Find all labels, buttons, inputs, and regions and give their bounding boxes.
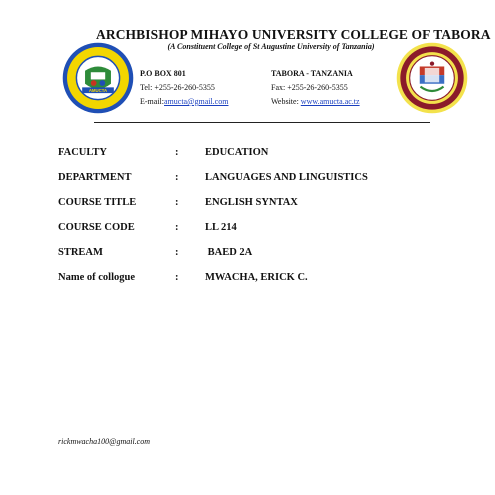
fax: Fax: +255-26-260-5355: [271, 83, 348, 92]
college-title: ARCHBISHOP MIHAYO UNIVERSITY COLLEGE OF TABORA: [96, 27, 491, 42]
college-subtitle: (A Constituent College of St Augustine University of Tanzania): [167, 42, 375, 51]
website-prefix: Website:: [271, 97, 301, 106]
website-link[interactable]: www.amucta.ac.tz: [300, 97, 360, 106]
detail-colon: :: [175, 147, 179, 158]
college-logo-left: [62, 42, 134, 114]
detail-label: FACULTY: [58, 147, 108, 158]
detail-label: COURSE CODE: [58, 222, 135, 233]
detail-label: STREAM: [58, 247, 103, 258]
detail-value: MWACHA, ERICK C.: [205, 272, 308, 283]
logo-left-text: AMUCTA: [88, 88, 108, 94]
college-logo-right: [396, 42, 468, 114]
email-link[interactable]: amucta@gmail.com: [164, 97, 229, 106]
footer-email: rickmwacha100@gmail.com: [58, 437, 151, 446]
detail-value: BAED 2A: [205, 247, 253, 258]
pobox: P.O BOX 801: [140, 69, 186, 78]
header-divider: [94, 122, 430, 123]
detail-colon: :: [175, 272, 179, 283]
detail-colon: :: [175, 247, 179, 258]
detail-colon: :: [175, 222, 179, 233]
website-line: [271, 97, 360, 106]
location: TABORA - TANZANIA: [271, 69, 353, 78]
email-prefix: E-mail:: [140, 97, 164, 106]
detail-value: ENGLISH SYNTAX: [205, 197, 298, 208]
detail-value: LL 214: [205, 222, 237, 233]
telephone: Tel: +255-26-260-5355: [140, 83, 215, 92]
detail-label: Name of collogue: [58, 272, 135, 283]
detail-label: COURSE TITLE: [58, 197, 137, 208]
detail-colon: :: [175, 172, 179, 183]
detail-colon: :: [175, 197, 179, 208]
detail-value: EDUCATION: [205, 147, 269, 158]
detail-value: LANGUAGES AND LINGUISTICS: [205, 172, 368, 183]
detail-label: DEPARTMENT: [58, 172, 132, 183]
email-line: [140, 97, 228, 106]
